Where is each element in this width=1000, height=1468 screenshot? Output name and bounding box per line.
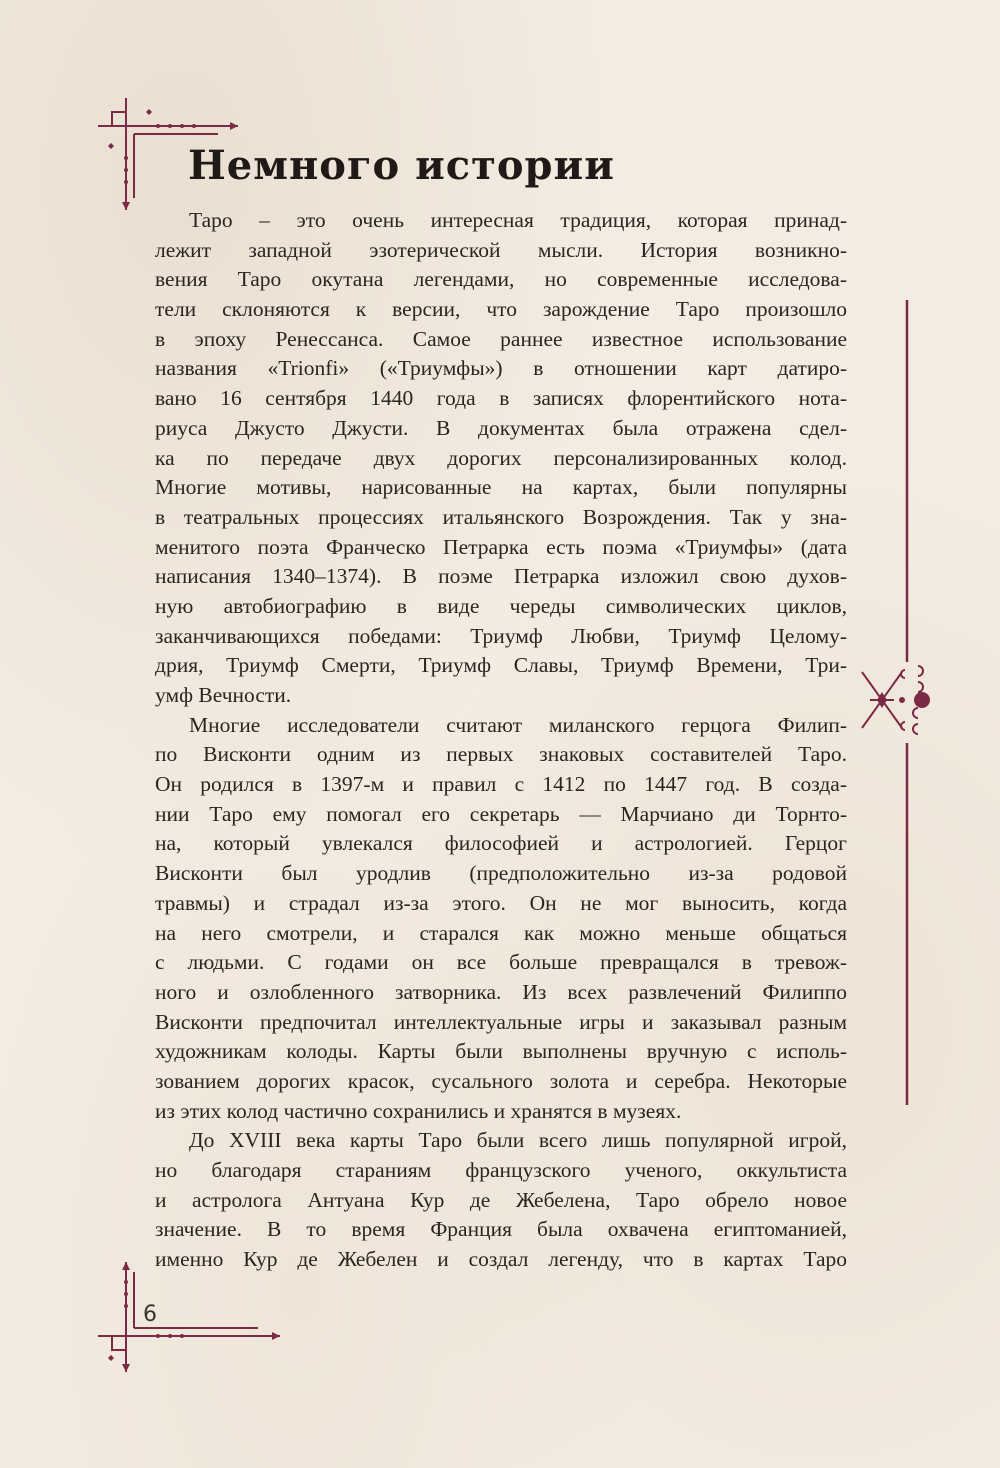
text-line: в эпоху Ренессанса. Самое раннее известное использование bbox=[155, 326, 847, 351]
text-line: с людьми. С годами он все больше превращался в тревож- bbox=[155, 950, 847, 975]
text-line: Многие исследователи считают миланского герцога Филип- bbox=[189, 712, 847, 737]
text-line: риуса Джусто Джусти. В документах была отражена сдел- bbox=[155, 415, 847, 440]
text-line: ную автобиографию в виде череды символических циклов, bbox=[155, 593, 847, 618]
text-line: Он родился в 1397-м и правил с 1412 по 1447 год. В созда- bbox=[155, 772, 847, 797]
text-line: Таро – это очень интересная традиция, которая принад- bbox=[189, 208, 847, 232]
text-line: в театральных процессиях итальянского Возрождения. Так у зна- bbox=[155, 504, 847, 529]
moon-phases-ornament-icon bbox=[858, 658, 938, 742]
text-line: вано 16 сентября 1440 года в записях флорентийского нота- bbox=[155, 386, 847, 411]
text-line: ного и озлобленного затворника. Из всех развлечений Филиппо bbox=[155, 979, 847, 1004]
text-line: лежит западной эзотерической мысли. История возникно- bbox=[155, 237, 847, 262]
text-line: но благодаря стараниям французского ученого, оккультиста bbox=[155, 1158, 847, 1182]
text-line: на, который увлекался философией и астрологией. Герцог bbox=[155, 831, 847, 856]
text-line: нии Таро ему помогал его секретарь — Марчиано ди Торнто- bbox=[155, 801, 847, 826]
paragraph-2 bbox=[155, 711, 847, 1127]
text-line: значение. В то время Франция была охвачена египтоманией, bbox=[155, 1217, 847, 1242]
paragraph-3 bbox=[155, 1126, 847, 1274]
text-line: Многие мотивы, нарисованные на картах, были популярны bbox=[155, 475, 847, 500]
text-line: зованием дорогих красок, сусального золота и серебра. Некоторые bbox=[155, 1068, 847, 1093]
text-line: травмы) и страдал из-за этого. Он не мог выносить, когда bbox=[155, 890, 847, 915]
text-line: заканчивающихся победами: Триумф Любви, Триумф Целому- bbox=[155, 623, 847, 648]
text-line: именно Кур де Жебелен и создал легенду, что в картах Таро bbox=[155, 1247, 847, 1272]
body-text bbox=[155, 206, 847, 1275]
page-number: 6 bbox=[143, 1302, 157, 1327]
text-line: дрия, Триумф Смерти, Триумф Славы, Триумф Времени, Три- bbox=[155, 653, 847, 678]
text-line: на него смотрели, и старался как можно меньше общаться bbox=[155, 920, 847, 945]
text-line: Висконти был уродлив (предположительно из-за родовой bbox=[155, 861, 847, 886]
text-line: написания 1340–1374). В поэме Петрарка изложил свою духов- bbox=[155, 564, 847, 589]
text-line: названия «Trionfi» («Триумфы») в отношении карт датиро- bbox=[155, 356, 847, 381]
text-line: из этих колод частично сохранились и хранятся в музеях. bbox=[155, 1098, 682, 1123]
text-line: вения Таро окутана легендами, но современные исследова- bbox=[155, 267, 847, 292]
text-line: До XVIII века карты Таро были всего лишь популярной игрой, bbox=[189, 1128, 847, 1153]
text-line: по Висконти одним из первых знаковых составителей Таро. bbox=[155, 742, 847, 767]
text-line: умф Вечности. bbox=[155, 683, 292, 707]
text-line: тели склоняются к версии, что зарождение Таро произошло bbox=[155, 297, 847, 322]
text-line: и астролога Антуана Кур де Жебелена, Таро обрело новое bbox=[155, 1187, 847, 1212]
text-line: Висконти предпочитал интеллектуальные игры и заказывал разным bbox=[155, 1009, 847, 1034]
text-line: ка по передаче двух дорогих персонализированных колод. bbox=[155, 445, 847, 470]
paragraph-1 bbox=[155, 206, 847, 711]
text-line: менитого поэта Франческо Петрарка есть поэма «Триумфы» (дата bbox=[155, 534, 847, 559]
page-title: Немного истории bbox=[188, 142, 615, 189]
corner-ornament-icon bbox=[98, 1262, 280, 1372]
text-line: художникам колоды. Карты были выполнены вручную с исполь- bbox=[155, 1039, 847, 1064]
